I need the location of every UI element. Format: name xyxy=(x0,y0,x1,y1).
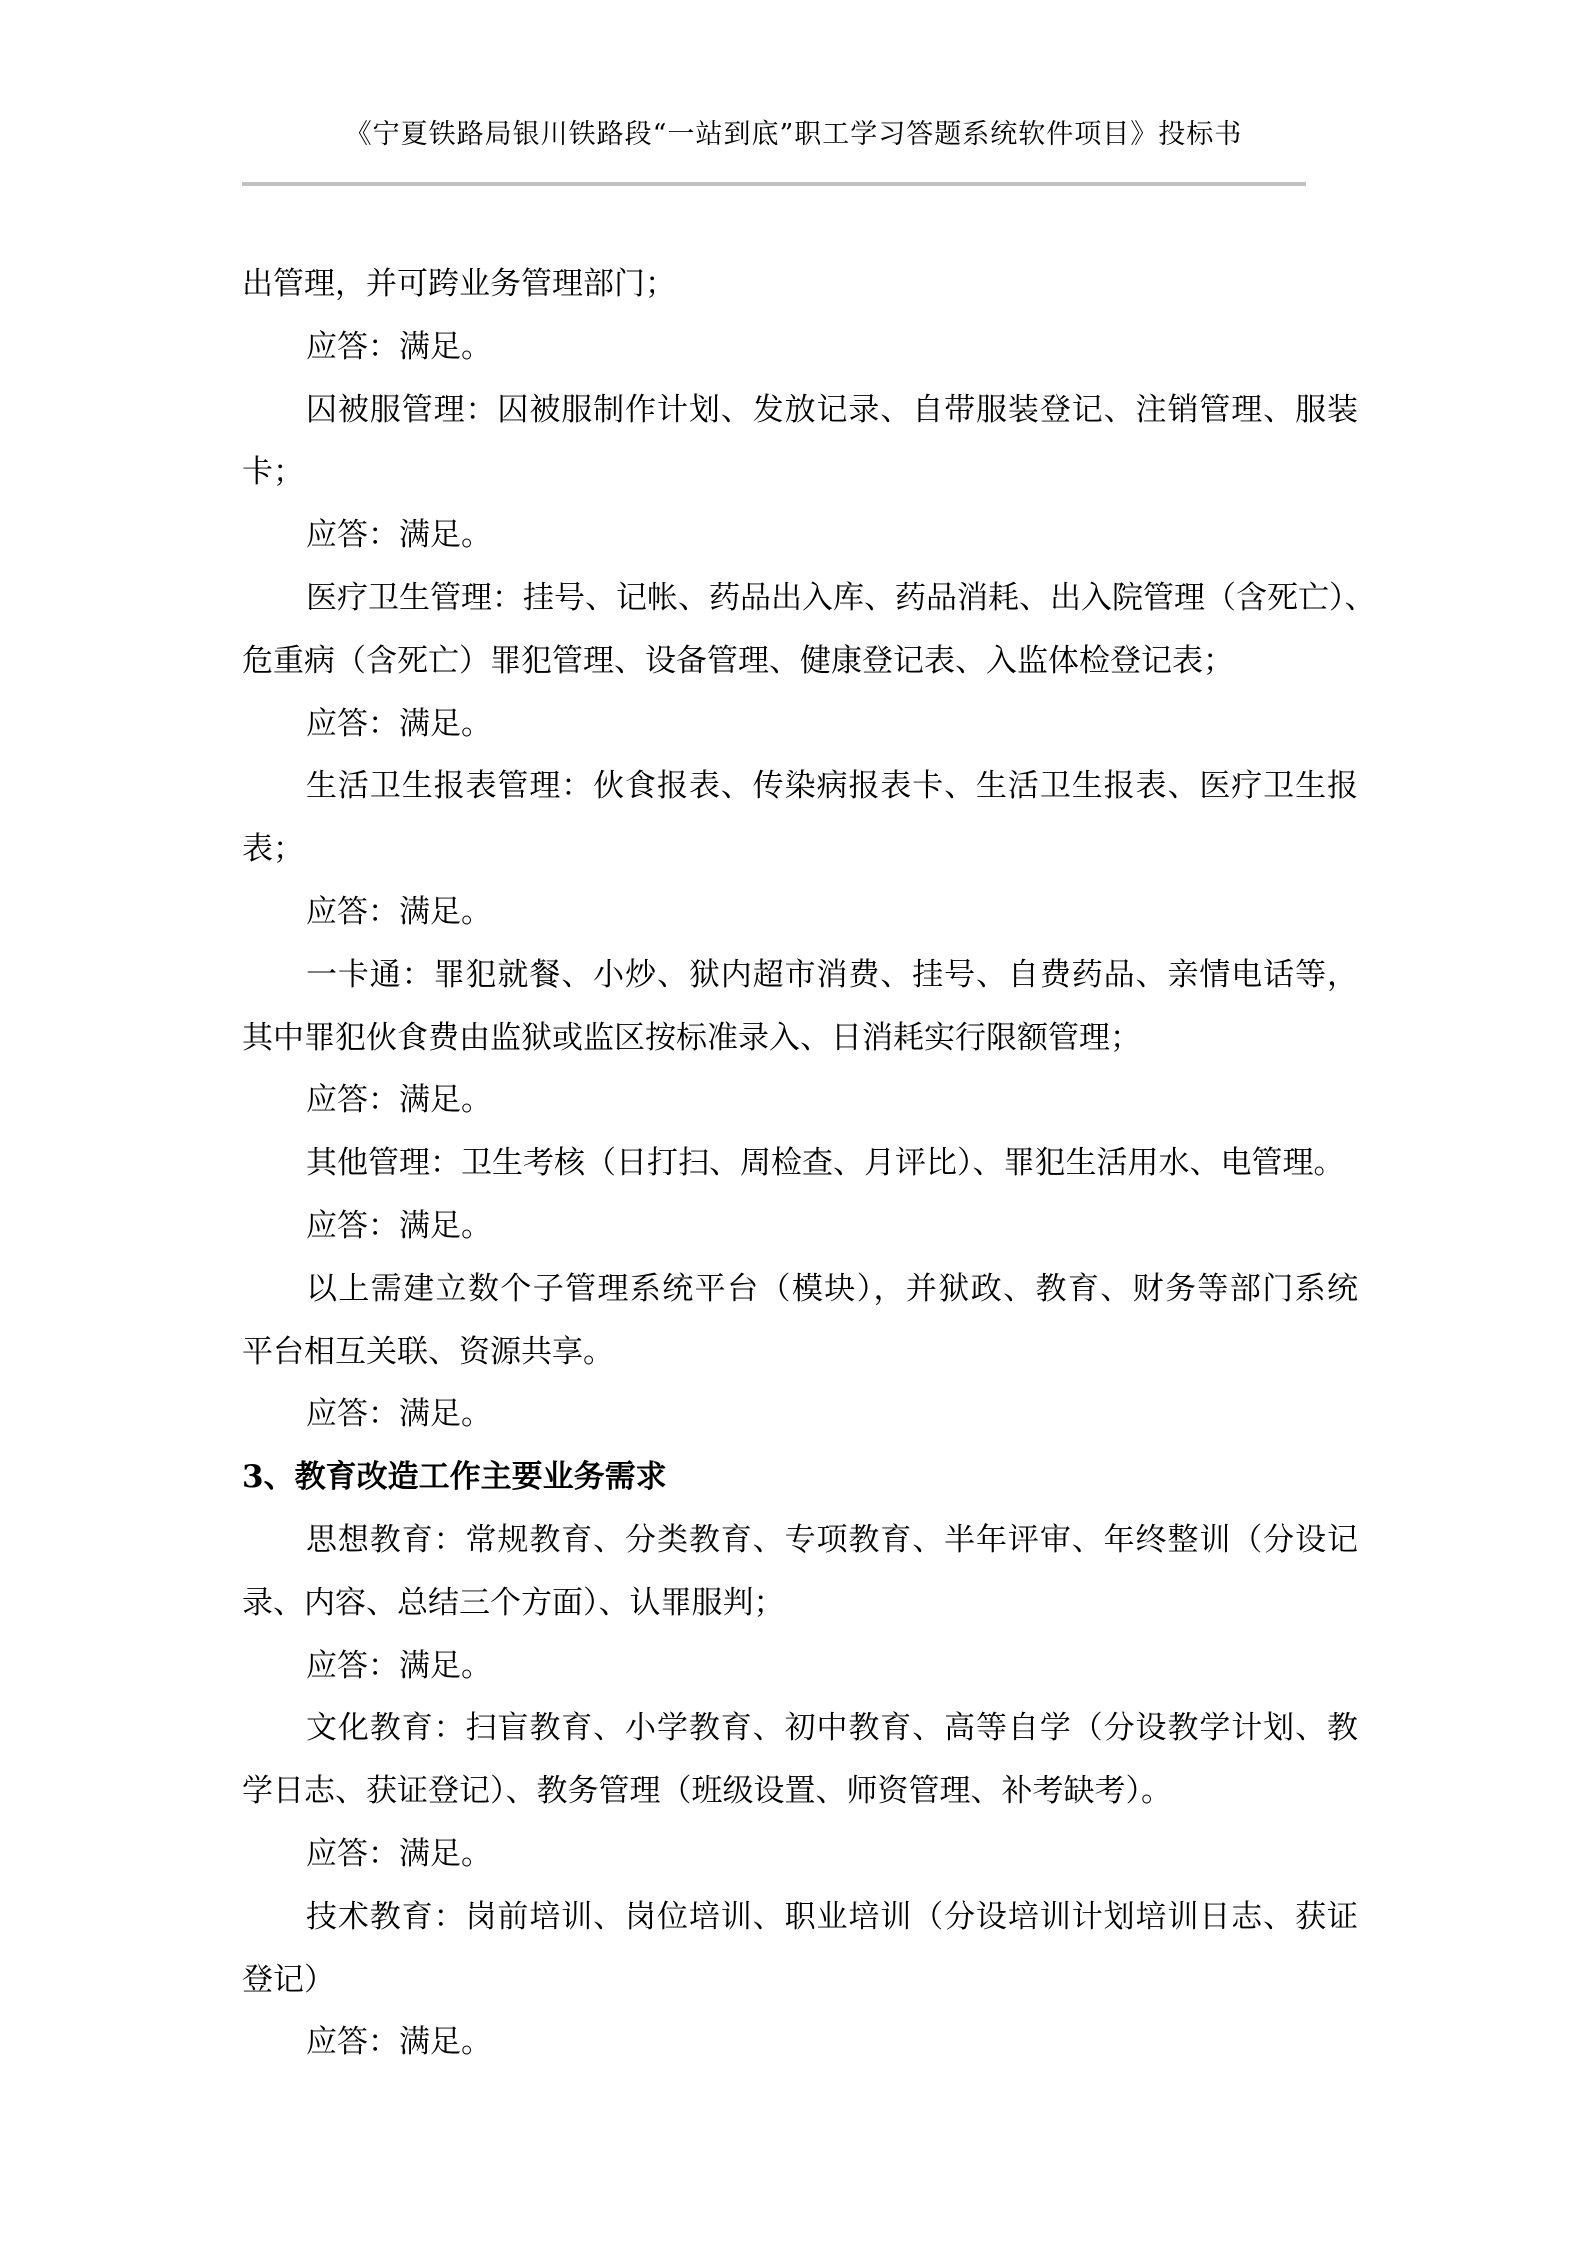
text-line: 一卡通：罪犯就餐、小炒、狱内超市消费、挂号、自费药品、亲情电话等， xyxy=(306,956,1358,993)
text-line: 出管理，并可跨业务管理部门； xyxy=(242,266,676,302)
text-line: 应答：满足。 xyxy=(306,328,492,365)
text-line: 以上需建立数个子管理系统平台（模块），并狱政、教育、财务等部门系统 xyxy=(306,1270,1358,1307)
answer-paragraph xyxy=(242,1383,1358,1446)
text-line: 其他管理：卫生考核（日打扫、周检查、月评比）、罪犯生活用水、电管理。 xyxy=(306,1145,1345,1182)
text-line: 表； xyxy=(242,831,304,868)
text-line: 应答：满足。 xyxy=(306,1835,492,1872)
answer-paragraph xyxy=(242,1195,1358,1258)
text-line: 思想教育：常规教育、分类教育、专项教育、半年评审、年终整训（分设记 xyxy=(306,1521,1358,1558)
requirement-paragraph xyxy=(242,567,1376,693)
answer-paragraph xyxy=(242,316,1358,379)
answer-paragraph xyxy=(242,693,1358,756)
section-heading xyxy=(242,1446,1358,1509)
requirement-paragraph xyxy=(242,1886,1358,2012)
text-line: 登记） xyxy=(242,1961,335,1998)
text-line: 生活卫生报表管理：伙食报表、传染病报表卡、生活卫生报表、医疗卫生报 xyxy=(306,768,1358,805)
header-divider xyxy=(242,182,1306,186)
text-line: 录、内容、总结三个方面）、认罪服判； xyxy=(242,1584,785,1621)
text-line: 平台相互关联、资源共享。 xyxy=(242,1333,614,1370)
text-line: 文化教育：扫盲教育、小学教育、初中教育、高等自学（分设教学计划、教 xyxy=(306,1710,1358,1747)
text-line: 应答：满足。 xyxy=(306,1207,492,1244)
document-body xyxy=(242,253,1376,2074)
text-line: 其中罪犯伙食费由监狱或监区按标准录入、日消耗实行限额管理； xyxy=(242,1019,1141,1056)
answer-paragraph xyxy=(242,1823,1358,1886)
text-line: 危重病（含死亡）罪犯管理、设备管理、健康登记表、入监体检登记表； xyxy=(242,642,1234,679)
text-line: 应答：满足。 xyxy=(306,517,492,554)
requirement-paragraph xyxy=(242,755,1358,881)
answer-paragraph xyxy=(242,881,1358,944)
requirement-paragraph xyxy=(242,379,1358,505)
text-line: 卡； xyxy=(242,454,304,491)
text-line: 学日志、获证登记）、教务管理（班级设置、师资管理、补考缺考）。 xyxy=(242,1773,1172,1810)
text-line: 应答：满足。 xyxy=(306,1647,492,1684)
requirement-paragraph xyxy=(242,1132,1358,1195)
text-line: 应答：满足。 xyxy=(306,2024,492,2061)
text-line: 3、教育改造工作主要业务需求 xyxy=(242,1459,667,1496)
requirement-paragraph xyxy=(242,253,1358,316)
requirement-paragraph xyxy=(242,1509,1358,1635)
requirement-paragraph xyxy=(242,944,1358,1070)
text-line: 囚被服管理：囚被服制作计划、发放记录、自带服装登记、注销管理、服装 xyxy=(306,391,1358,428)
requirement-paragraph xyxy=(242,1258,1358,1384)
text-line: 应答：满足。 xyxy=(306,893,492,930)
answer-paragraph xyxy=(242,1635,1358,1698)
page-header-title: 《宁夏铁路局银川铁路段“一站到底”职工学习答题系统软件项目》投标书 xyxy=(344,119,1243,150)
answer-paragraph xyxy=(242,504,1358,567)
text-line: 应答：满足。 xyxy=(306,1396,492,1433)
text-line: 应答：满足。 xyxy=(306,705,492,742)
answer-paragraph xyxy=(242,1069,1358,1132)
text-line: 技术教育：岗前培训、岗位培训、职业培训（分设培训计划培训日志、获证 xyxy=(306,1898,1358,1935)
text-line: 应答：满足。 xyxy=(306,1082,492,1119)
answer-paragraph xyxy=(242,2011,1358,2074)
requirement-paragraph xyxy=(242,1697,1358,1823)
text-line: 医疗卫生管理：挂号、记帐、药品出入库、药品消耗、出入院管理（含死亡）、 xyxy=(306,579,1376,616)
